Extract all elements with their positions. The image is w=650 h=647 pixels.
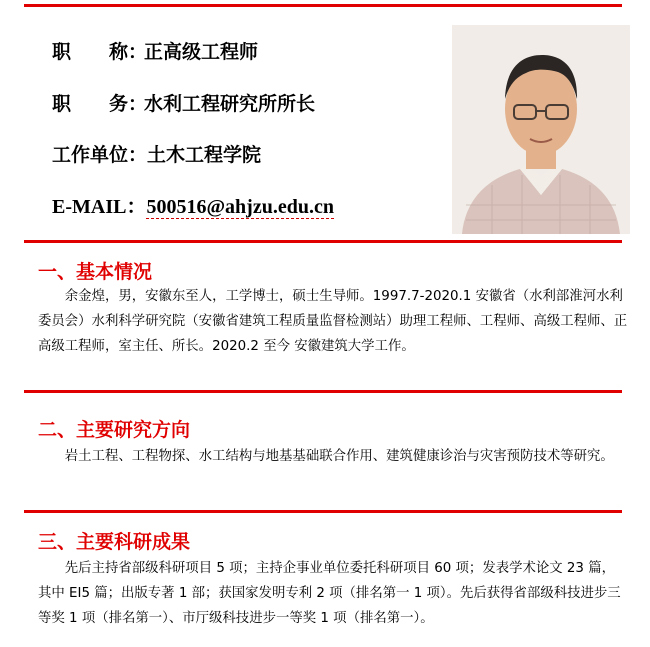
divider-1 bbox=[24, 240, 622, 243]
section-text: 岩土工程、工程物探、水工结构与地基基础联合作用、建筑健康诊治与灾害预防技术等研究。 bbox=[64, 449, 614, 464]
email-field bbox=[52, 195, 334, 219]
email-value[interactable]: 500516@ahjzu.edu.cn bbox=[146, 196, 334, 218]
title-label: 职 称： bbox=[52, 41, 148, 63]
top-divider bbox=[24, 4, 622, 7]
unit-value: 土木工程学院 bbox=[147, 144, 262, 166]
email-label: E-MAIL： bbox=[52, 196, 147, 218]
unit-label: 工作单位： bbox=[52, 144, 148, 166]
position-field bbox=[52, 92, 315, 116]
divider-3 bbox=[24, 510, 622, 513]
section-text: 余金煌，男，安徽东至人，工学博士，硕士生导师。1997.7-2020.1 安徽省（水利部淮河水利委员会）水利科学研究院（安徽省建筑工程质量监督检测站）助理工程师、工程师、高级工程师、正高级工程师，室主任、所长。2020.2 至今 安徽建筑大学工作。 bbox=[38, 289, 628, 354]
position-value: 水利工程研究所所长 bbox=[144, 93, 316, 115]
section-title: 一、基本情况 bbox=[38, 261, 153, 283]
section-title: 三、主要科研成果 bbox=[38, 531, 191, 553]
divider-2 bbox=[24, 390, 622, 393]
unit-field bbox=[52, 143, 261, 167]
section-title: 二、主要研究方向 bbox=[38, 419, 191, 441]
profile-photo bbox=[452, 25, 630, 234]
title-value: 正高级工程师 bbox=[144, 41, 259, 63]
portrait-image bbox=[452, 25, 630, 234]
position-label: 职 务： bbox=[52, 93, 148, 115]
section-text: 先后主持省部级科研项目 5 项；主持企事业单位委托科研项目 60 项；发表学术论文 23 篇，其中 EI5 篇；出版专著 1 部；获国家发明专利 2 项（排名第一 1 项）。先后获得省部级科技进步三等奖 1 项（排名第一）、市厅级科技进步一等奖 1 项（排名第一）。 bbox=[38, 561, 621, 626]
title-field bbox=[52, 40, 258, 64]
